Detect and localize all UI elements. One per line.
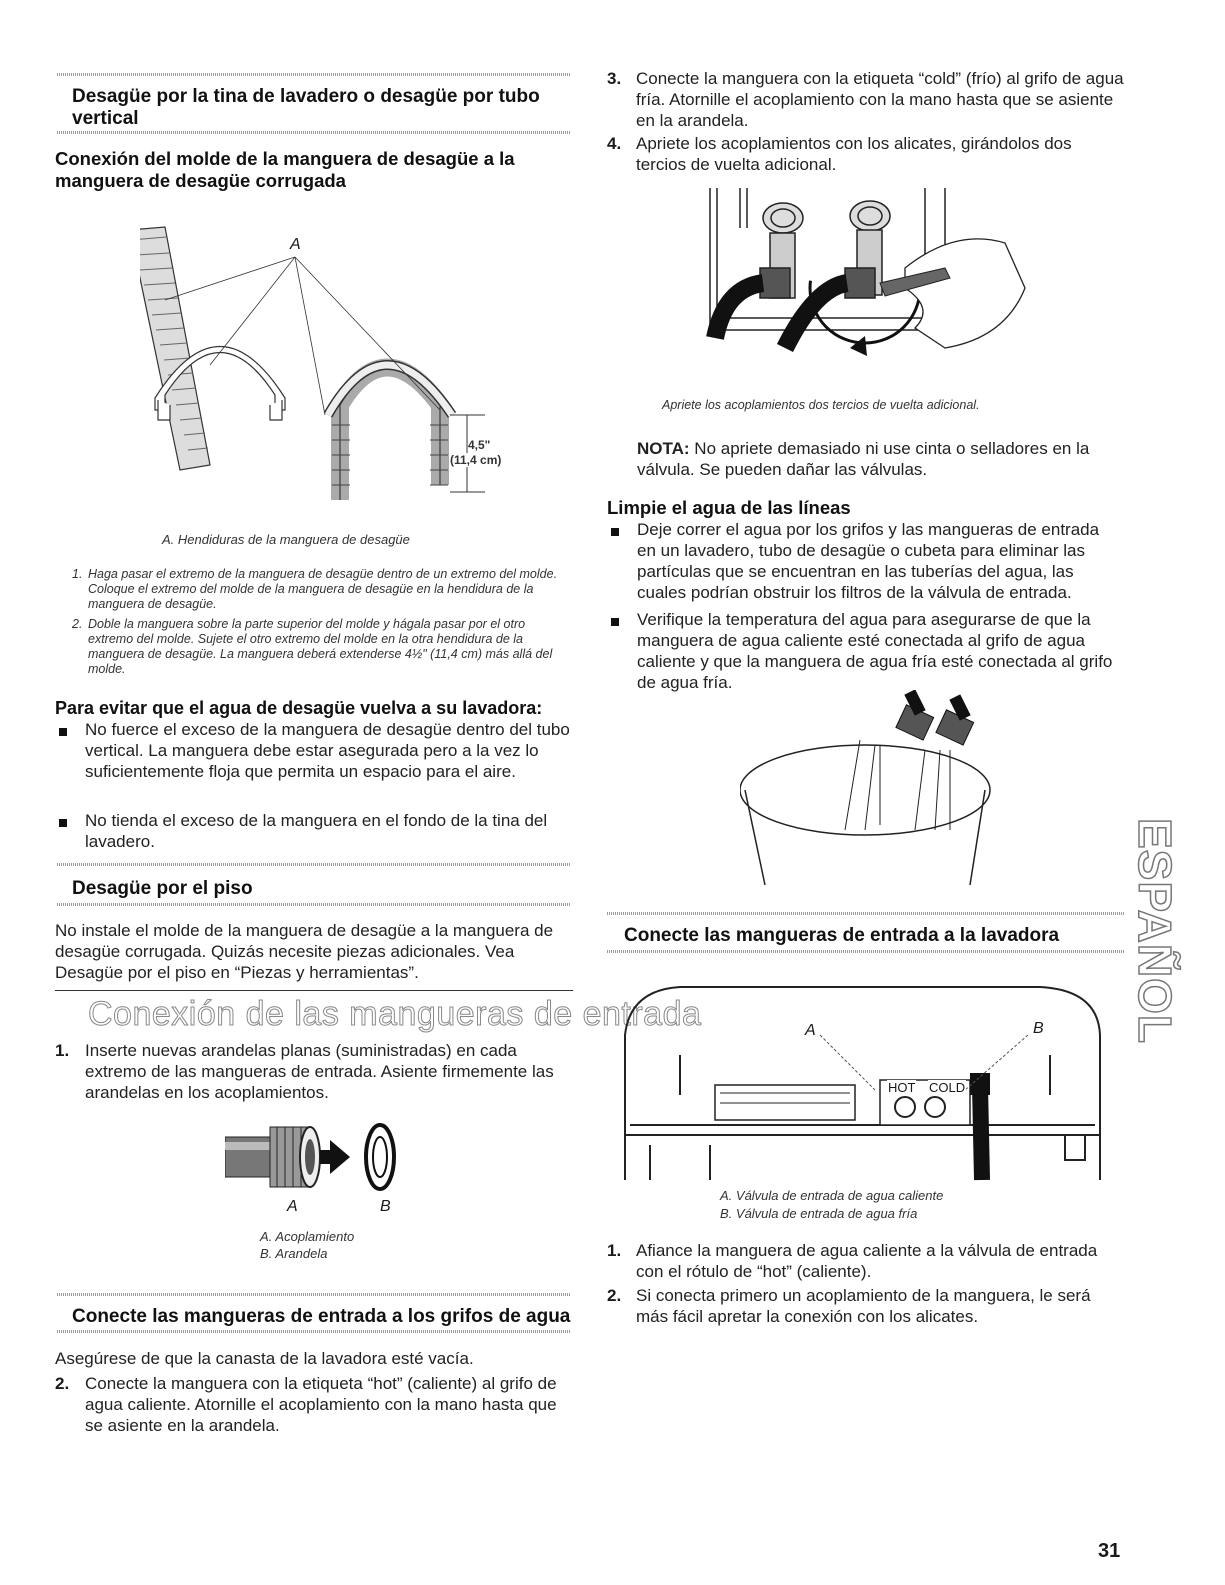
heading-connect-washer: Conecte las mangueras de entrada a la lavadora [624,925,1060,946]
step-number: 1. [55,1041,70,1060]
heading-inlet-hoses: Conexión de las mangueras de entrada [88,995,702,1033]
nota-text: No apriete demasiado ni use cinta o selladores en la válvula. Se pueden dañar las válvulas. [637,439,1090,479]
section-rule [57,903,571,906]
step-number: 2. [607,1286,622,1305]
section-divider [55,990,573,991]
step-text: Afiance la manguera de agua caliente a la válvula de entrada con el rótulo de “hot” (caliente). [636,1241,1098,1281]
section-rule [607,950,1125,953]
fig2-caption-b: B. Arandela [260,1246,328,1261]
form-step-number: 1. [72,567,83,581]
step-number: 3. [607,69,622,88]
bullet [611,528,619,536]
flush-bucket-illustration [740,690,1000,890]
heading-floor-drain: Desagüe por el piso [72,878,253,899]
tighten-couplings-illustration [705,188,1045,388]
section-rule [57,131,571,134]
step-text: Conecte la manguera con la etiqueta “cold” (frío) al grifo de agua fría. Atornille el acoplamiento con la mano hasta que se asiente en la arandela. [636,69,1124,130]
fig5-label-a: A [805,1022,816,1039]
fig2-label-a: A [287,1198,298,1215]
heading-flush-lines: Limpie el agua de las líneas [607,497,851,518]
step-text: Inserte nuevas arandelas planas (suministradas) en cada extremo de las mangueras de entrada. Asiente firmemente las arandelas en los acoplamientos. [85,1041,554,1102]
prevent-bullet-text: No tienda el exceso de la manguera en el fondo de la tina del lavadero. [85,811,548,851]
fig5-label-b: B [1033,1020,1044,1037]
page-number: 31 [1098,1540,1121,1562]
fig1-dim-cm: (11,4 cm) [450,453,502,467]
valve-label-hot: HOT [888,1080,916,1095]
bullet [59,819,67,827]
drain-hose-form-illustration [140,215,550,515]
heading-connect-faucets: Conecte las mangueras de entrada a los grifos de agua [72,1306,571,1327]
step-number: 4. [607,134,622,153]
nota-label: NOTA: [637,439,690,458]
washer-inlet-valves-illustration [620,975,1105,1185]
fig1-caption: A. Hendiduras de la manguera de desagüe [162,532,410,547]
form-step-text: Doble la manguera sobre la parte superior del molde y hágala pasar por el otro extremo del molde. Sujete el otro extremo del molde en la otra hendidura de la manguera de desagüe. La manguera deberá extenderse 4½" (11,4 cm) más allá del molde. [88,617,553,676]
coupling-washer-illustration [225,1112,410,1202]
heading-prevent-backflow: Para evitar que el agua de desagüe vuelva a su lavadora: [55,698,543,718]
form-step-number: 2. [72,617,83,631]
bullet [611,618,619,626]
basket-empty-text: Asegúrese de que la canasta de la lavadora esté vacía. [55,1349,474,1368]
fig3-caption: Apriete los acoplamientos dos tercios de vuelta adicional. [662,398,980,412]
valve-label-cold: COLD [929,1080,966,1095]
fig5-caption-a: A. Válvula de entrada de agua caliente [720,1188,944,1203]
fig2-label-b: B [380,1198,391,1215]
step-text: Si conecta primero un acoplamiento de la manguera, le será más fácil apretar la conexión con los alicates. [636,1286,1091,1326]
fig1-label-a: A [290,236,301,253]
form-step-text: Haga pasar el extremo de la manguera de desagüe dentro de un extremo del molde. Coloque el extremo del molde de la manguera de desagüe en la hendidura de la manguera de desagüe. [88,567,558,611]
language-side-tab: ESPAÑOL [1129,818,1181,1044]
flush-bullet-text: Deje correr el agua por los grifos y las mangueras de entrada en un lavadero, tubo de desagüe o cubeta para eliminar las partículas que se encuentran en las tuberías del agua, las cuales podrían obstruir los filtros de la válvula de entrada. [637,520,1100,602]
section-rule [57,1293,571,1296]
fig5-caption-b: B. Válvula de entrada de agua fría [720,1206,918,1221]
fig2-caption-a: A. Acoplamiento [260,1229,355,1244]
flush-bullet-text: Verifique la temperatura del agua para asegurarse de que la manguera de agua caliente esté conectada al grifo de agua caliente y que la manguera de agua fría esté conectada al grifo de agua fría. [637,610,1113,692]
section-rule [57,863,571,866]
step-text: Conecte la manguera con la etiqueta “hot” (caliente) al grifo de agua caliente. Atornille el acoplamiento con la mano hasta que se asiente en la arandela. [85,1374,557,1435]
heading-standpipe: Desagüe por la tina de lavadero o desagüe por tubo vertical [72,86,540,129]
nota-paragraph [637,438,1117,480]
heading-drain-form: Conexión del molde de la manguera de desagüe a la manguera de desagüe corrugada [55,148,515,191]
section-rule [57,73,571,76]
fig1-dim-in: 4,5" [468,438,491,452]
prevent-bullet-text: No fuerce el exceso de la manguera de desagüe dentro del tubo vertical. La manguera debe estar asegurada pero a la vez lo suficientemente floja que permita un espacio para el aire. [85,720,570,781]
section-rule [57,1330,571,1333]
step-number: 1. [607,1241,622,1260]
floor-drain-paragraph: No instale el molde de la manguera de desagüe a la manguera de desagüe corrugada. Quizás necesite piezas adicionales. Vea Desagüe por el piso en “Piezas y herramientas”. [55,921,554,982]
step-text: Apriete los acoplamientos con los alicates, girándolos dos tercios de vuelta adicional. [636,134,1072,174]
section-rule [607,912,1125,915]
bullet [59,728,67,736]
step-number: 2. [55,1374,70,1393]
